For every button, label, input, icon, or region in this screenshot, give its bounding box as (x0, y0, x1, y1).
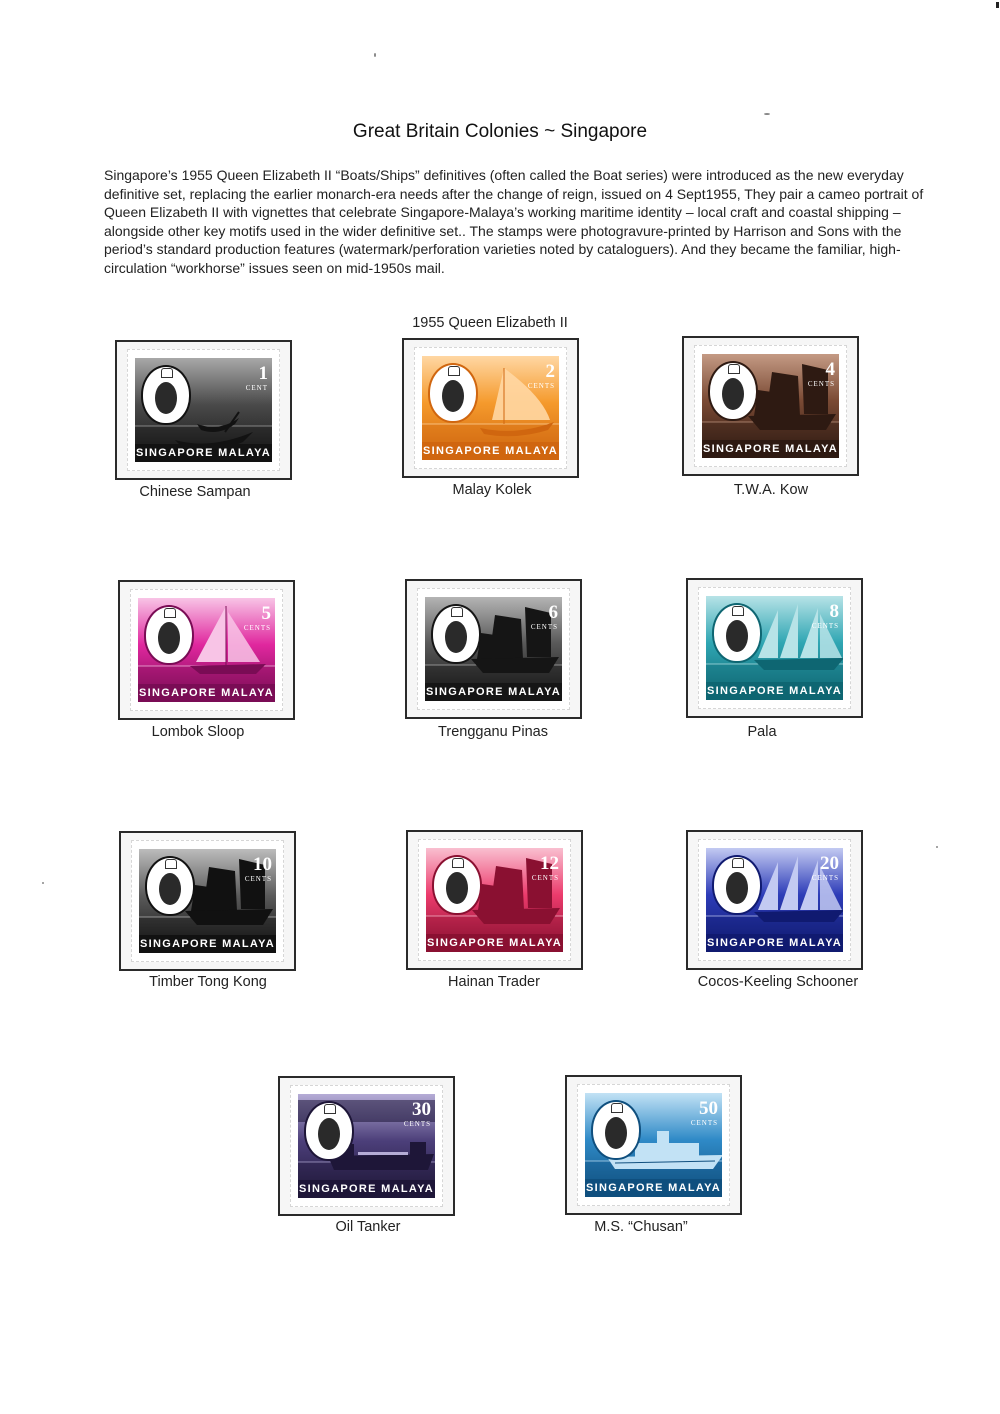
queen-portrait (446, 872, 468, 904)
stamp-denomination (812, 854, 839, 882)
page-title: Great Britain Colonies ~ Singapore (352, 121, 648, 142)
paper-speck (996, 2, 999, 8)
queen-portrait-cameo (145, 856, 195, 916)
queen-portrait (159, 873, 181, 905)
paper-speck (936, 846, 938, 848)
stamp-design (426, 848, 563, 952)
stamp-denomination (246, 364, 268, 392)
stamp-caption: Cocos-Keeling Schooner (697, 974, 859, 990)
stamp-design (425, 597, 562, 701)
stamp-caption: T.W.A. Kow (733, 482, 809, 498)
stamp-design (422, 356, 559, 460)
queen-portrait (605, 1117, 627, 1149)
denomination-value: 2 (545, 361, 555, 382)
denomination-unit: CENT (245, 384, 268, 392)
denomination-unit: CENTS (811, 874, 839, 882)
denomination-unit: CENTS (243, 624, 271, 632)
denomination-value: 5 (261, 603, 271, 624)
denomination-unit: CENTS (244, 875, 272, 883)
stamp-inscription: SINGAPORE MALAYA (425, 683, 562, 701)
queen-portrait (442, 380, 464, 412)
queen-portrait-cameo (712, 603, 762, 663)
denomination-unit: CENTS (811, 622, 839, 630)
crown-icon (611, 1103, 623, 1113)
stamp-caption: Trengganu Pinas (438, 724, 548, 740)
stamp (698, 839, 851, 961)
stamp-design (135, 358, 272, 462)
stamp-mount (402, 338, 579, 478)
stamp-denomination (812, 602, 839, 630)
stamp-inscription: SINGAPORE MALAYA (426, 934, 563, 952)
queen-portrait-cameo (428, 363, 478, 423)
denomination-value: 20 (820, 853, 839, 874)
stamp-mount (405, 579, 582, 719)
stamp-mount (278, 1076, 455, 1216)
queen-portrait (722, 378, 744, 410)
stamp-inscription: SINGAPORE MALAYA (138, 684, 275, 702)
queen-portrait-cameo (144, 605, 194, 665)
crown-icon (732, 858, 744, 868)
queen-portrait (155, 382, 177, 414)
stamp-inscription: SINGAPORE MALAYA (702, 440, 839, 458)
stamp-mount (686, 578, 863, 718)
denomination-unit: CENTS (530, 623, 558, 631)
stamp-caption: Pala (747, 724, 777, 740)
stamp-mount (119, 831, 296, 971)
queen-portrait-cameo (141, 365, 191, 425)
stamp-inscription: SINGAPORE MALAYA (135, 444, 272, 462)
queen-portrait-cameo (432, 855, 482, 915)
stamp-inscription: SINGAPORE MALAYA (298, 1180, 435, 1198)
queen-portrait (158, 622, 180, 654)
stamp-design (706, 848, 843, 952)
crown-icon (451, 607, 463, 617)
denomination-value: 50 (699, 1098, 718, 1119)
stamp-denomination (245, 855, 272, 883)
denomination-unit: CENTS (531, 874, 559, 882)
set-label: 1955 Queen Elizabeth II (412, 315, 568, 331)
stamp-mount (406, 830, 583, 970)
stamp-mount (682, 336, 859, 476)
stamp-caption: Malay Kolek (452, 482, 532, 498)
stamp (290, 1085, 443, 1207)
stamp-inscription: SINGAPORE MALAYA (585, 1179, 722, 1197)
stamp-design (138, 598, 275, 702)
stamp (418, 839, 571, 961)
denomination-value: 1 (258, 363, 268, 384)
stamp (127, 349, 280, 471)
stamp-inscription: SINGAPORE MALAYA (422, 442, 559, 460)
stamp (577, 1084, 730, 1206)
stamp-caption: M.S. “Chusan” (594, 1219, 688, 1235)
stamp-denomination (691, 1099, 718, 1127)
stamp-denomination (404, 1100, 431, 1128)
stamp-caption: Oil Tanker (335, 1219, 401, 1235)
queen-portrait-cameo (712, 855, 762, 915)
crown-icon (732, 606, 744, 616)
denomination-unit: CENTS (527, 382, 555, 390)
queen-portrait-cameo (591, 1100, 641, 1160)
crown-icon (324, 1104, 336, 1114)
denomination-value: 8 (829, 601, 839, 622)
crown-icon (165, 859, 177, 869)
denomination-value: 10 (253, 854, 272, 875)
queen-portrait (318, 1118, 340, 1150)
stamp (130, 589, 283, 711)
queen-portrait (726, 872, 748, 904)
denomination-value: 30 (412, 1099, 431, 1120)
queen-portrait (726, 620, 748, 652)
queen-portrait-cameo (304, 1101, 354, 1161)
paper-speck (42, 882, 44, 884)
stamp-design (298, 1094, 435, 1198)
stamp (417, 588, 570, 710)
crown-icon (452, 858, 464, 868)
stamp-denomination (528, 362, 555, 390)
stamp-mount (565, 1075, 742, 1215)
stamp (131, 840, 284, 962)
stamp-mount (115, 340, 292, 480)
intro-paragraph: Singapore’s 1955 Queen Elizabeth II “Boats/Ships” definitives (often called the Boat series) were introduced as the new everyday definitive set, replacing the earlier monarch-era needs after the change of reign, issued on 4 Sept1955, They pair a cameo portrait of Queen Elizabeth II with vignettes that celebrate Singapore-Malaya’s working maritime identity – local craft and coastal shipping – alongside other key motifs used in the wider definitive set.. The stamps were photogravure-printed by Harrison and Sons with the period’s standard production features (watermark/perforation varieties noted by cataloguers). And they became the familiar, high-circulation “workhorse” issues seen on mid-1950s mail. (104, 167, 924, 276)
queen-portrait-cameo (708, 361, 758, 421)
stamp-denomination (244, 604, 271, 632)
stamp-caption: Timber Tong Kong (149, 974, 267, 990)
crown-icon (164, 608, 176, 618)
stamp (414, 347, 567, 469)
denomination-value: 4 (825, 359, 835, 380)
paper-speck (374, 53, 376, 57)
stamp-caption: Chinese Sampan (139, 484, 251, 500)
paper-speck (764, 113, 770, 115)
stamp-mount (686, 830, 863, 970)
crown-icon (161, 368, 173, 378)
stamp-design (139, 849, 276, 953)
stamp-design (702, 354, 839, 458)
stamp-mount (118, 580, 295, 720)
stamp-caption: Lombok Sloop (151, 724, 245, 740)
stamp-inscription: SINGAPORE MALAYA (139, 935, 276, 953)
stamp-denomination (531, 603, 558, 631)
denomination-unit: CENTS (807, 380, 835, 388)
stamp (694, 345, 847, 467)
denomination-unit: CENTS (403, 1120, 431, 1128)
stamp (698, 587, 851, 709)
stamp-inscription: SINGAPORE MALAYA (706, 682, 843, 700)
crown-icon (728, 364, 740, 374)
denomination-value: 6 (548, 602, 558, 623)
denomination-unit: CENTS (690, 1119, 718, 1127)
denomination-value: 12 (540, 853, 559, 874)
stamp-design (706, 596, 843, 700)
stamp-caption: Hainan Trader (448, 974, 540, 990)
queen-portrait-cameo (431, 604, 481, 664)
queen-portrait (445, 621, 467, 653)
stamp-design (585, 1093, 722, 1197)
stamp-inscription: SINGAPORE MALAYA (706, 934, 843, 952)
stamp-denomination (532, 854, 559, 882)
stamp-denomination (808, 360, 835, 388)
crown-icon (448, 366, 460, 376)
